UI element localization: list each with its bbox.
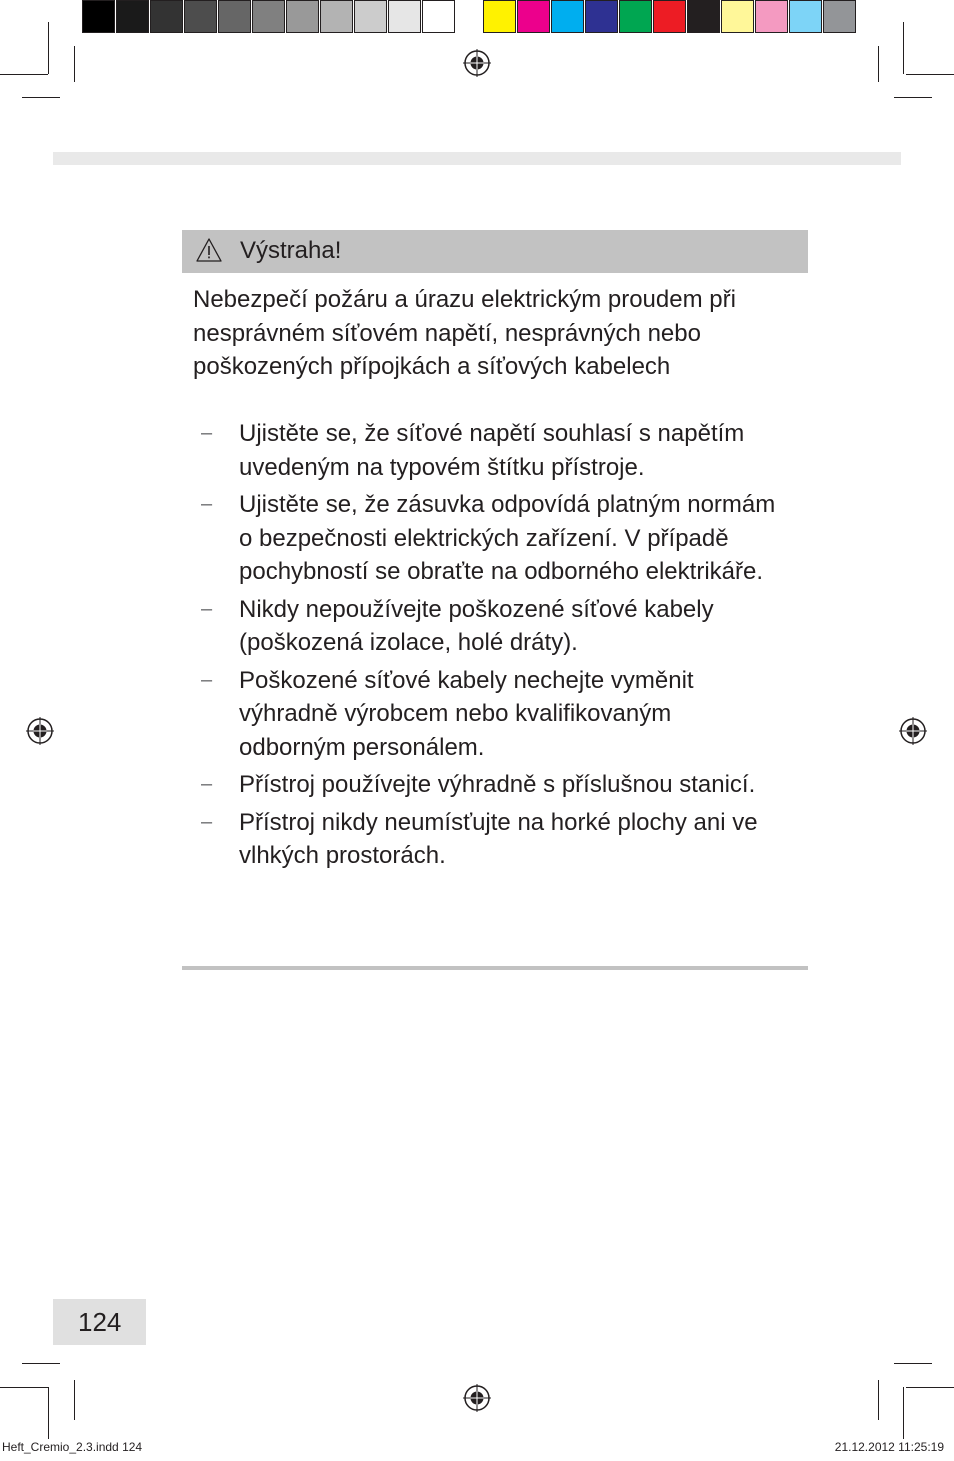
gray-swatch [82, 0, 115, 33]
crop-mark [0, 74, 48, 75]
warning-bullet-item [193, 664, 783, 765]
color-swatch [653, 0, 686, 33]
bullet-text: Přístroj nikdy neumísťujte na horké plochy ani ve vlhkých prostorách. [239, 808, 758, 869]
bullet-text: Ujistěte se, že síťové napětí souhlasí s napětím uvedeným na typovém štítku přístroje. [239, 420, 745, 481]
crop-mark [74, 46, 75, 82]
bullet-dash: – [201, 810, 213, 833]
crop-mark [903, 22, 904, 74]
slug-file: Heft_Cremio_2.3.indd 124 [2, 1440, 143, 1454]
bullet-text: Přístroj používejte výhradně s příslušnou stanicí. [239, 771, 756, 798]
warning-bullet-list [193, 417, 783, 877]
color-swatch [755, 0, 788, 33]
crop-mark [878, 1380, 879, 1420]
gray-swatch [320, 0, 353, 33]
slug-datetime: 21.12.2012 11:25:19 [834, 1440, 944, 1454]
crop-mark [906, 74, 954, 75]
bullet-text: Nikdy nepoužívejte poškozené síťové kabely (poškozená izolace, holé dráty). [239, 595, 714, 656]
color-bar [483, 0, 857, 37]
crop-mark [878, 46, 879, 82]
gray-swatch [422, 0, 455, 33]
color-swatch [619, 0, 652, 33]
color-swatch [721, 0, 754, 33]
color-swatch [551, 0, 584, 33]
warning-title: Výstraha! [240, 237, 342, 264]
header-bar [53, 152, 901, 165]
color-swatch [517, 0, 550, 33]
color-swatch [823, 0, 856, 33]
warning-bottom-rule [182, 966, 808, 970]
warning-triangle-icon [196, 237, 222, 263]
crop-mark [894, 1363, 932, 1364]
bullet-dash: – [201, 493, 213, 515]
page-number-box [53, 1299, 146, 1345]
bullet-dash: – [201, 422, 213, 444]
warning-bullet-item [193, 593, 783, 660]
crop-mark [74, 1380, 75, 1420]
crop-mark [894, 97, 932, 98]
color-swatch [483, 0, 516, 33]
registration-mark-icon [25, 716, 55, 746]
grayscale-bar [82, 0, 456, 37]
warning-bullet-item [193, 488, 783, 589]
gray-swatch [354, 0, 387, 33]
registration-mark-icon [898, 716, 928, 746]
gray-swatch [218, 0, 251, 33]
gray-swatch [388, 0, 421, 33]
registration-mark-icon [462, 48, 492, 78]
color-swatch [789, 0, 822, 33]
crop-mark [22, 97, 60, 98]
gray-swatch [116, 0, 149, 33]
warning-intro: Nebezpečí požáru a úrazu elektrickým proudem při nesprávném síťovém napětí, nesprávných nebo poškozených přípojkách a síťových kabelech [193, 286, 736, 380]
warning-bullet-item [193, 417, 783, 484]
crop-mark [22, 1363, 60, 1364]
gray-swatch [150, 0, 183, 33]
bullet-text: Poškozené síťové kabely nechejte vyměnit výhradně výrobcem nebo kvalifikovaným odborným personálem. [239, 666, 694, 761]
registration-mark-icon [462, 1383, 492, 1413]
color-swatch [585, 0, 618, 33]
bullet-dash: – [201, 668, 213, 691]
gray-swatch [252, 0, 285, 33]
gray-swatch [184, 0, 217, 33]
gray-swatch [286, 0, 319, 33]
bullet-dash: – [201, 773, 213, 795]
page-number: 124 [78, 1307, 122, 1337]
warning-bullet-item [193, 806, 783, 873]
crop-mark [0, 1387, 48, 1388]
crop-mark [906, 1387, 954, 1388]
warning-heading [182, 230, 808, 273]
color-swatch [687, 0, 720, 33]
crop-mark [48, 22, 49, 74]
bullet-dash: – [201, 597, 213, 620]
crop-mark [48, 1387, 49, 1439]
warning-bullet-item [193, 768, 783, 802]
crop-mark [903, 1387, 904, 1439]
bullet-text: Ujistěte se, že zásuvka odpovídá platným normám o bezpečnosti elektrických zařízení. V případě pochybností se obraťte na odborného elektrikáře. [239, 491, 776, 585]
